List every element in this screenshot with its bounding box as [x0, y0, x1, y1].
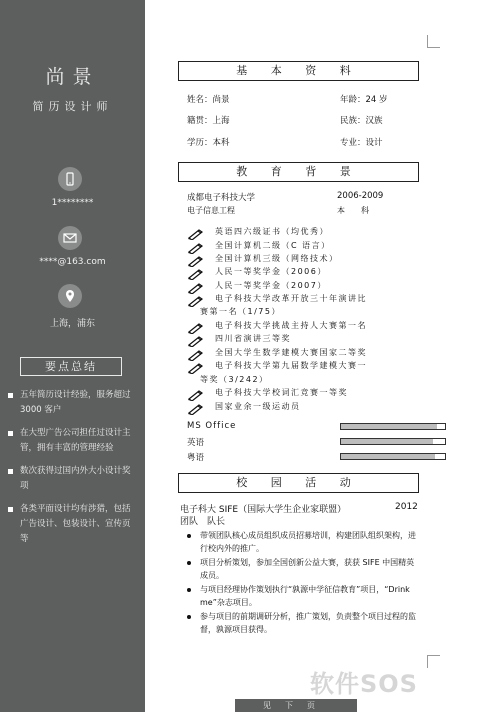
award-item: 国家业余一级运动员 [215, 402, 301, 411]
skill-bar [340, 453, 446, 460]
award-item: 电子科技大学校词汇竞赛一等奖 [215, 388, 348, 397]
info-origin: 籍贯：上海 [187, 116, 230, 126]
pencil-icon [187, 279, 204, 291]
summary-item: 数次获得过国内外大小设计奖项 [8, 464, 138, 494]
award-item: 电子科技大学改革开放三十年演讲比 [215, 294, 367, 303]
award-item: 全国大学生数学建模大赛国家二等奖 [215, 348, 367, 357]
school-name: 成都电子科技大学 [187, 193, 256, 203]
campus-role: 团队 队长 [180, 517, 226, 527]
summary-item: 五年简历设计经验，服务超过 3000 客户 [8, 388, 138, 418]
award-item: 电子科技大学第九届数学建模大赛一 [215, 361, 367, 370]
pencil-icon [187, 239, 204, 251]
pencil-icon [187, 346, 204, 358]
bullet-dot [187, 588, 191, 592]
skill-label: MS Office [187, 421, 237, 431]
info-name: 姓名：尚景 [187, 95, 230, 105]
campus-item: 带领团队核心成员组织成员招募培训，构建团队组织架构，进行校内外的推广。 [200, 531, 416, 553]
skill-bar [340, 423, 446, 430]
school-degree: 本 科 [337, 206, 369, 215]
watermark-logo: 软件SOS [310, 670, 418, 698]
sidebar [0, 0, 145, 712]
campus-header: 校 园 活 动 [178, 473, 419, 493]
pencil-icon [187, 332, 204, 344]
skill-label: 粤语 [187, 453, 205, 463]
job-title: 简历设计师 [32, 100, 113, 113]
phone-text: 1******** [51, 198, 94, 208]
bullet-dot [187, 534, 191, 538]
margin-mark [427, 35, 440, 48]
campus-item: 参与项目的前期调研分析，推广策划，负责整个项目过程的监督，孰源项目获得。 [200, 612, 416, 634]
pencil-icon [187, 252, 204, 264]
award-item: 全国计算机二级（C 语言） [215, 241, 331, 250]
school-years: 2006-2009 [337, 191, 384, 201]
info-education: 学历：本科 [187, 138, 230, 148]
bullet-dot [187, 615, 191, 619]
skill-bar-fill [341, 454, 435, 459]
info-major: 专业：设计 [340, 138, 383, 148]
award-item: 人民一等奖学金（2007） [215, 281, 327, 290]
summary-item: 各类平面设计均有涉猎，包括广告设计、包装设计、宣传页等 [8, 502, 138, 547]
location-text: 上海，浦东 [49, 319, 95, 329]
summary-title: 要点总结 [20, 357, 122, 376]
campus-item: 与项目经理协作策划执行“孰源中学征信教育”项目，“Drink me”杂志项目。 [200, 585, 410, 607]
pencil-icon [187, 292, 204, 304]
skill-bar-fill [341, 424, 437, 429]
award-item: 全国计算机三级（网络技术） [215, 254, 339, 263]
campus-year: 2012 [395, 502, 418, 512]
basic-info-header: 基 本 资 料 [178, 61, 419, 81]
award-item: 四川省演讲三等奖 [215, 334, 291, 343]
school-dept: 电子信息工程 [187, 206, 235, 215]
info-ethnicity: 民族：汉族 [340, 116, 383, 126]
skill-bar [340, 438, 446, 445]
award-item: 等奖（3/242） [200, 375, 269, 384]
education-header: 教 育 背 景 [178, 162, 419, 182]
summary-item: 在大型广告公司担任过设计主管，拥有丰富的管理经验 [8, 426, 138, 456]
award-item: 英语四六级证书（均优秀） [215, 227, 329, 236]
pencil-icon [187, 400, 204, 412]
next-page-button[interactable]: 见下页 [235, 699, 357, 712]
email-text: ****@163.com [39, 257, 106, 267]
bullet-dot [187, 561, 191, 565]
pencil-icon [187, 319, 204, 331]
pencil-icon [187, 359, 204, 371]
pencil-icon [187, 386, 204, 398]
skill-label: 英语 [187, 438, 205, 448]
info-age: 年龄：24 岁 [340, 95, 388, 105]
campus-org: 电子科大 SIFE（国际大学生企业家联盟） [180, 505, 347, 515]
award-item: 人民一等奖学金（2006） [215, 267, 327, 276]
phone-icon [58, 167, 82, 191]
award-item: 赛第一名（1/75） [200, 307, 281, 316]
award-item: 电子科技大学挑战主持人大赛第一名 [215, 321, 367, 330]
summary-list [8, 388, 138, 555]
location-icon [58, 284, 82, 308]
margin-mark [427, 655, 440, 668]
skill-bar-fill [341, 439, 433, 444]
pencil-icon [187, 265, 204, 277]
email-icon [58, 226, 82, 250]
name-heading: 尚景 [45, 66, 100, 88]
campus-item: 项目分析策划，参加全国创新公益大赛，获获 SIFE 中国精英成员。 [200, 558, 415, 580]
pencil-icon [187, 225, 204, 237]
